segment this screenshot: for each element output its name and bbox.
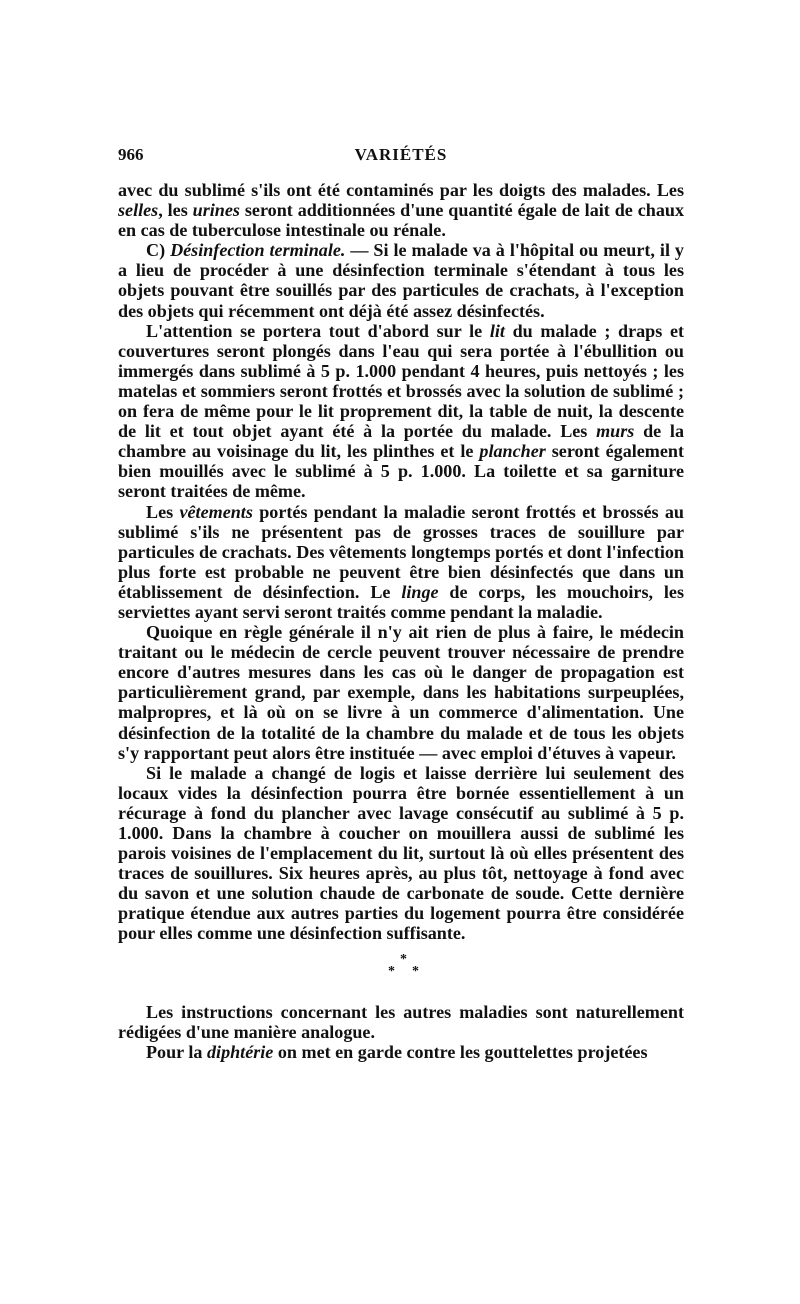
text-run: Les bbox=[146, 501, 180, 522]
text-run: seront également bien mouillés avec le sublimé à 5 p. 1.000. La toilette et sa garniture seront traitées de même. bbox=[118, 441, 684, 502]
text-run: L'attention se portera tout d'abord sur le bbox=[146, 320, 490, 341]
text-run: — Si le malade va à l'hôpital ou meurt, il y a lieu de procéder à une désinfection terminale s'étendant à tous les objets pouvant être souillés par des particules de crachats, à l'exception des objets qui récemment ont déjà été assez désinfectés. bbox=[118, 240, 684, 321]
paragraph bbox=[118, 622, 684, 763]
text-run: du malade ; draps et couvertures seront plongés dans l'eau qui sera portée à l'ébullition ou immergés dans sublimé à 5 p. 1.000 pendant 4 heures, puis nettoyés ; les matelas et sommiers seront frottés et brossés avec la solution de sublimé ; on fera de même pour le lit proprement dit, la table de nuit, la descente de lit et tout objet ayant été à la portée du malade. Les bbox=[118, 320, 685, 442]
italic-term: Désinfection terminale. bbox=[170, 240, 346, 261]
text-run: seront additionnées d'une quantité égale de lait de chaux en cas de tuberculose intestinale ou rénale. bbox=[118, 200, 684, 241]
body-text bbox=[118, 180, 684, 1062]
paragraph bbox=[118, 763, 684, 944]
paragraph bbox=[118, 240, 684, 320]
running-title: VARIÉTÉS bbox=[354, 145, 448, 164]
text-run: Quoique en règle générale il n'y ait rien de plus à faire, le médecin traitant ou le médecin de cercle peuvent trouver nécessaire de prendre encore d'autres mesures dans les cas où le danger de propagation est particulièrement grand, par exemple, dans les habitations surpeuplées, malpropres, et là où on se livre à un commerce d'alimentation. Une désinfection de la totalité de la chambre du malade et de tous les objets s'y rapportant peut alors être instituée — avec emploi d'étuves à vapeur. bbox=[118, 622, 684, 763]
paragraph bbox=[118, 502, 684, 623]
italic-term: murs bbox=[596, 421, 635, 442]
paragraph bbox=[118, 1002, 684, 1042]
asterism-separator bbox=[118, 951, 684, 980]
text-run: portés pendant la maladie seront frottés et brossés au sublimé s'ils ne présentent pas de grosses traces de souillure par particules de crachats. Des vêtements longtemps portés et dont l'infection plus forte est probable ne peuvent être bien désinfectés que dans un établissement de désinfection. Le bbox=[118, 501, 684, 602]
paragraphs-before-separator bbox=[118, 180, 684, 944]
separator-star: * bbox=[412, 963, 419, 979]
page-header bbox=[118, 145, 684, 169]
text-run: Les instructions concernant les autres maladies sont naturellement rédigées d'une manière analogue. bbox=[118, 1001, 684, 1042]
text-run: , les bbox=[158, 200, 193, 221]
paragraphs-after-separator bbox=[118, 1002, 684, 1062]
text-run: on met en garde contre les gouttelettes projetées bbox=[273, 1041, 648, 1062]
text-run: de corps, les mouchoirs, les serviettes ayant servi seront traités comme pendant la maladie. bbox=[118, 581, 685, 622]
italic-term: linge bbox=[401, 581, 439, 602]
italic-term: urines bbox=[192, 200, 240, 221]
text-run: avec du sublimé s'ils ont été contaminés par les doigts des malades. Les bbox=[118, 180, 684, 200]
text-run: Pour la bbox=[146, 1041, 207, 1062]
page-number: 966 bbox=[118, 145, 144, 164]
italic-term: diphtérie bbox=[207, 1041, 274, 1062]
paragraph bbox=[118, 180, 684, 240]
text-run: Si le malade a changé de logis et laisse derrière lui seulement des locaux vides la désinfection pourra être bornée essentiellement à un récurage à fond du plancher avec lavage consécutif au sublimé à 5 p. 1.000. Dans la chambre à coucher on mouillera aussi de sublimé les parois voisines de l'emplacement du lit, surtout là où elles présentent des traces de souillures. Six heures après, au plus tôt, nettoyage à fond avec du savon et une solution chaude de carbonate de soude. Cette dernière pratique étendue aux autres parties du logement pourra être considérée pour elles comme une désinfection suffisante. bbox=[118, 762, 684, 944]
text-run: C) bbox=[146, 240, 171, 261]
italic-term: lit bbox=[489, 320, 505, 341]
text-run: de la chambre au voisinage du lit, les plinthes et le bbox=[118, 421, 684, 462]
italic-term: vêtements bbox=[179, 501, 253, 522]
italic-term: selles bbox=[118, 200, 159, 221]
paragraph bbox=[118, 321, 684, 502]
separator-star: * bbox=[400, 951, 407, 967]
italic-term: plancher bbox=[479, 441, 546, 462]
paragraph bbox=[118, 1042, 684, 1062]
separator-star: * bbox=[388, 963, 395, 979]
